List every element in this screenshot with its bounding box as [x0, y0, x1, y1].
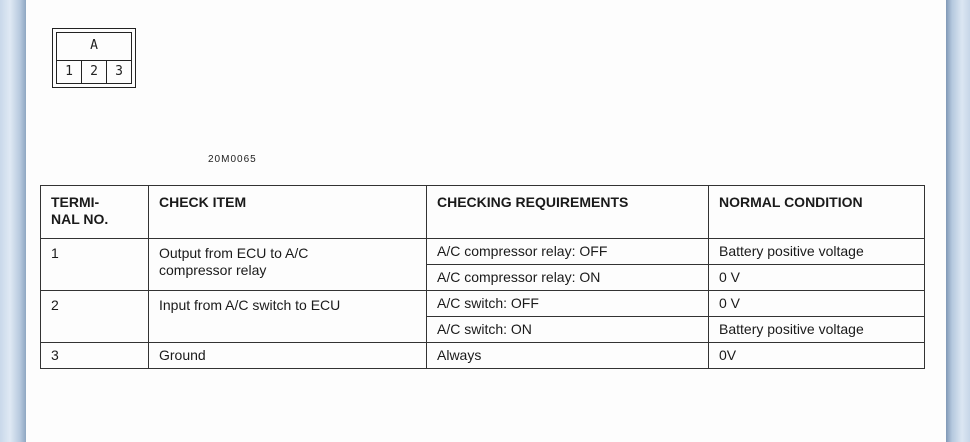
connector-body: [56, 32, 132, 84]
figure-code: 20M0065: [208, 154, 257, 165]
table-row: [41, 343, 925, 369]
condition-cell: 0V: [709, 343, 925, 369]
check-item-cell: Ground: [149, 343, 427, 369]
table-row: [41, 291, 925, 317]
header-normal-condition: NORMAL CONDITION: [709, 186, 925, 239]
requirement-cell: A/C compressor relay: OFF: [427, 239, 709, 265]
check-item-cell: Output from ECU to A/C compressor relay: [149, 239, 427, 291]
requirement-cell: Always: [427, 343, 709, 369]
connector-pin: 1: [65, 64, 73, 79]
connector-pin: 3: [106, 61, 131, 83]
window-frame-right: [946, 0, 970, 442]
terminal-check-table: [40, 185, 925, 369]
connector-label: A: [90, 38, 98, 53]
requirement-cell: A/C compressor relay: ON: [427, 265, 709, 291]
condition-cell: Battery positive voltage: [709, 317, 925, 343]
connector-pin: 2: [81, 61, 106, 83]
table-header-row: [41, 186, 925, 239]
terminal-cell: 3: [41, 343, 149, 369]
header-check-item: CHECK ITEM: [149, 186, 427, 239]
window-frame-left: [0, 0, 26, 442]
document-page: [26, 0, 946, 442]
requirement-cell: A/C switch: OFF: [427, 291, 709, 317]
condition-cell: 0 V: [709, 291, 925, 317]
requirement-cell: A/C switch: ON: [427, 317, 709, 343]
table-row: [41, 239, 925, 265]
condition-cell: 0 V: [709, 265, 925, 291]
condition-cell: Battery positive voltage: [709, 239, 925, 265]
header-checking-requirements: CHECKING REQUIREMENTS: [427, 186, 709, 239]
terminal-cell: 1: [41, 239, 149, 291]
terminal-cell: 2: [41, 291, 149, 343]
header-terminal-no: TERMI- NAL NO.: [41, 186, 149, 239]
check-item-cell: Input from A/C switch to ECU: [149, 291, 427, 343]
connector-pins: [57, 60, 131, 83]
connector-diagram: [52, 28, 136, 88]
